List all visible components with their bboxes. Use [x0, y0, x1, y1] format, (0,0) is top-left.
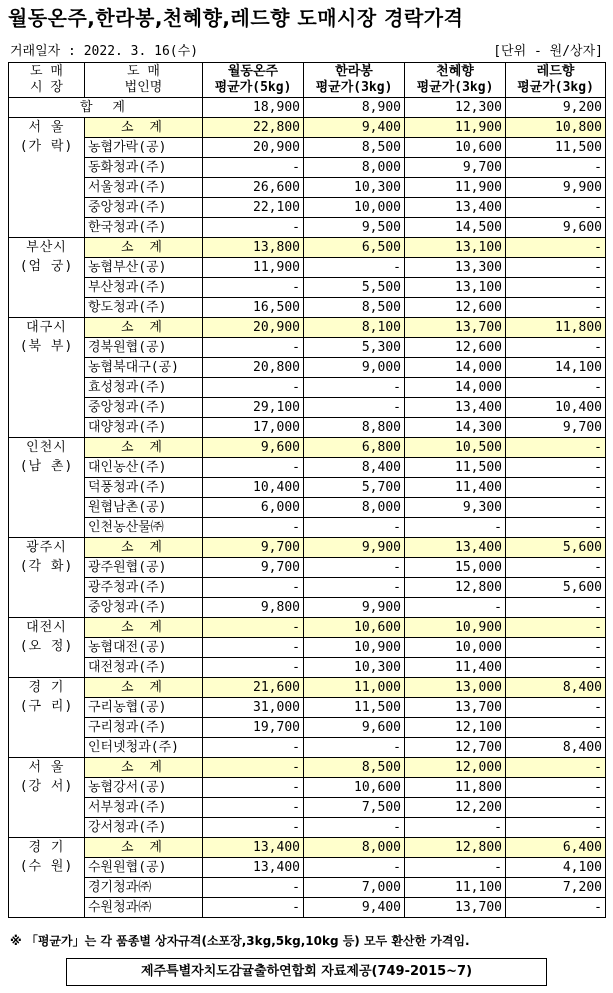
price-cell: -	[405, 818, 506, 838]
price-cell: -	[304, 858, 405, 878]
table-row	[9, 738, 606, 758]
price-cell: -	[203, 578, 304, 598]
price-cell: 9,900	[304, 538, 405, 558]
price-cell: 12,600	[405, 298, 506, 318]
price-cell: -	[203, 778, 304, 798]
price-cell: 10,900	[405, 618, 506, 638]
subtotal-label: 소 계	[85, 538, 203, 558]
table-row	[9, 598, 606, 618]
table-row	[9, 698, 606, 718]
corp-name: 원협남촌(공)	[85, 498, 203, 518]
price-cell: 9,700	[506, 418, 606, 438]
price-cell: 12,100	[405, 718, 506, 738]
price-cell: 11,800	[405, 778, 506, 798]
price-cell: 9,600	[304, 718, 405, 738]
corp-name: 광주청과(주)	[85, 578, 203, 598]
price-cell: 11,500	[405, 458, 506, 478]
total-value: 12,300	[405, 98, 506, 118]
table-row	[9, 858, 606, 878]
price-cell: 13,700	[405, 318, 506, 338]
price-cell: 6,800	[304, 438, 405, 458]
price-cell: 21,600	[203, 678, 304, 698]
table-row	[9, 418, 606, 438]
price-cell: 9,400	[304, 898, 405, 918]
price-cell: -	[304, 578, 405, 598]
corp-name: 덕풍청과(주)	[85, 478, 203, 498]
table-row	[9, 198, 606, 218]
price-cell: 22,100	[203, 198, 304, 218]
price-cell: 17,000	[203, 418, 304, 438]
price-cell: 9,700	[203, 538, 304, 558]
price-cell: 6,500	[304, 238, 405, 258]
price-cell: 13,700	[405, 698, 506, 718]
table-row	[9, 578, 606, 598]
subtotal-label: 소 계	[85, 318, 203, 338]
price-cell: 5,600	[506, 538, 606, 558]
table-row	[9, 358, 606, 378]
subtotal-label: 소 계	[85, 438, 203, 458]
price-cell: -	[203, 378, 304, 398]
subtotal-row	[9, 838, 606, 858]
market-name: 대구시 (북 부)	[9, 318, 85, 438]
corp-name: 경기청과㈜	[85, 878, 203, 898]
price-cell: 4,100	[506, 858, 606, 878]
subtotal-row	[9, 318, 606, 338]
price-cell: 8,400	[506, 678, 606, 698]
price-cell: 11,400	[405, 658, 506, 678]
price-cell: 13,100	[405, 238, 506, 258]
corp-name: 대전청과(주)	[85, 658, 203, 678]
price-cell: 11,800	[506, 318, 606, 338]
price-cell: 16,500	[203, 298, 304, 318]
market-name: 경 기 (수 원)	[9, 838, 85, 918]
price-cell: -	[304, 398, 405, 418]
price-cell: 8,500	[304, 758, 405, 778]
price-cell: 9,000	[304, 358, 405, 378]
subtotal-row	[9, 438, 606, 458]
price-cell: 14,300	[405, 418, 506, 438]
price-cell: 8,500	[304, 298, 405, 318]
price-cell: -	[304, 518, 405, 538]
price-cell: -	[506, 298, 606, 318]
price-cell: 12,800	[405, 578, 506, 598]
price-cell: 9,900	[506, 178, 606, 198]
price-cell: 11,500	[506, 138, 606, 158]
price-cell: 13,800	[203, 238, 304, 258]
subtotal-row	[9, 538, 606, 558]
page-title: 월동온주,한라봉,천혜향,레드향 도매시장 경락가격	[8, 6, 464, 30]
price-cell: 5,700	[304, 478, 405, 498]
subtotal-row	[9, 118, 606, 138]
price-cell: 11,900	[203, 258, 304, 278]
price-cell: 26,600	[203, 178, 304, 198]
price-cell: 13,400	[405, 538, 506, 558]
market-header: 도 매 시 장	[9, 63, 85, 98]
table-row	[9, 638, 606, 658]
price-cell: -	[506, 718, 606, 738]
price-cell: 13,400	[405, 198, 506, 218]
corp-name: 구리농협(공)	[85, 698, 203, 718]
corp-name: 중앙청과(주)	[85, 198, 203, 218]
price-cell: 10,000	[304, 198, 405, 218]
price-cell: 9,600	[506, 218, 606, 238]
price-cell: -	[506, 778, 606, 798]
corp-name: 수원원협(공)	[85, 858, 203, 878]
table-body	[9, 98, 606, 918]
price-cell: 14,100	[506, 358, 606, 378]
price-cell: 9,500	[304, 218, 405, 238]
price-cell: 5,600	[506, 578, 606, 598]
table-row	[9, 718, 606, 738]
price-cell: 14,000	[405, 378, 506, 398]
price-cell: 22,800	[203, 118, 304, 138]
price-cell: 10,600	[304, 618, 405, 638]
footnote: ※ 「평균가」는 각 품종별 상자규격(소포장,3kg,5kg,10kg 등) 모두 환산한 가격임.	[10, 934, 470, 948]
table-row	[9, 178, 606, 198]
price-cell: 10,900	[304, 638, 405, 658]
corp-name: 수원청과㈜	[85, 898, 203, 918]
price-cell: 5,300	[304, 338, 405, 358]
price-cell: -	[506, 598, 606, 618]
price-cell: -	[405, 858, 506, 878]
price-cell: 14,000	[405, 358, 506, 378]
market-name: 서 울 (강 서)	[9, 758, 85, 838]
table-row	[9, 518, 606, 538]
header-row	[9, 63, 606, 98]
price-cell: 6,000	[203, 498, 304, 518]
market-name: 경 기 (구 리)	[9, 678, 85, 758]
price-cell: -	[506, 438, 606, 458]
corp-name: 부산청과(주)	[85, 278, 203, 298]
table-row	[9, 818, 606, 838]
corp-name: 효성청과(주)	[85, 378, 203, 398]
price-cell: -	[506, 558, 606, 578]
price-cell: 19,700	[203, 718, 304, 738]
price-cell: -	[506, 278, 606, 298]
price-cell: 11,100	[405, 878, 506, 898]
price-cell: -	[506, 758, 606, 778]
price-cell: 7,000	[304, 878, 405, 898]
subtotal-label: 소 계	[85, 678, 203, 698]
price-cell: -	[203, 518, 304, 538]
price-cell: 13,400	[203, 858, 304, 878]
price-cell: 10,300	[304, 178, 405, 198]
table-row	[9, 278, 606, 298]
price-cell: -	[506, 798, 606, 818]
price-cell: -	[304, 378, 405, 398]
price-cell: 15,000	[405, 558, 506, 578]
price-cell: -	[506, 498, 606, 518]
price-cell: -	[203, 218, 304, 238]
corp-name: 농협대전(공)	[85, 638, 203, 658]
price-cell: 9,600	[203, 438, 304, 458]
product-header-2: 한라봉 평균가(3kg)	[304, 63, 405, 98]
price-cell: -	[203, 758, 304, 778]
price-cell: 31,000	[203, 698, 304, 718]
price-cell: -	[405, 518, 506, 538]
table-row	[9, 878, 606, 898]
price-cell: 13,100	[405, 278, 506, 298]
table-row	[9, 658, 606, 678]
price-cell: 10,600	[304, 778, 405, 798]
product-header-4: 레드향 평균가(3kg)	[506, 63, 606, 98]
price-cell: -	[506, 238, 606, 258]
price-cell: 8,400	[506, 738, 606, 758]
price-cell: -	[203, 618, 304, 638]
corp-name: 항도청과(주)	[85, 298, 203, 318]
corp-name: 농협가락(공)	[85, 138, 203, 158]
total-value: 8,900	[304, 98, 405, 118]
market-name: 부산시 (엄 궁)	[9, 238, 85, 318]
table-row	[9, 458, 606, 478]
table-row	[9, 898, 606, 918]
price-cell: -	[203, 338, 304, 358]
table-row	[9, 498, 606, 518]
corp-name: 광주원협(공)	[85, 558, 203, 578]
corp-name: 대양청과(주)	[85, 418, 203, 438]
table-row	[9, 298, 606, 318]
price-cell: -	[304, 738, 405, 758]
price-cell: 10,600	[405, 138, 506, 158]
total-label: 합 계	[9, 98, 203, 118]
price-cell: -	[506, 898, 606, 918]
price-cell: 12,600	[405, 338, 506, 358]
price-cell: 9,700	[405, 158, 506, 178]
price-cell: -	[203, 638, 304, 658]
price-cell: -	[304, 818, 405, 838]
source-box: 제주특별자치도감귤출하연합회 자료제공(749-2015~7)	[66, 958, 547, 986]
price-cell: -	[506, 198, 606, 218]
corp-name: 대인농산(주)	[85, 458, 203, 478]
price-cell: -	[506, 478, 606, 498]
subtotal-label: 소 계	[85, 618, 203, 638]
price-cell: -	[506, 158, 606, 178]
price-cell: 13,400	[405, 398, 506, 418]
corp-name: 중앙청과(주)	[85, 598, 203, 618]
market-name: 인천시 (남 촌)	[9, 438, 85, 538]
price-cell: 5,500	[304, 278, 405, 298]
price-cell: -	[203, 818, 304, 838]
price-cell: 10,000	[405, 638, 506, 658]
price-cell: 10,400	[506, 398, 606, 418]
price-cell: 9,300	[405, 498, 506, 518]
product-header-1: 월동온주 평균가(5kg)	[203, 63, 304, 98]
subtotal-label: 소 계	[85, 758, 203, 778]
price-cell: 14,500	[405, 218, 506, 238]
price-table	[8, 62, 606, 918]
price-cell: 12,800	[405, 838, 506, 858]
price-cell: 13,700	[405, 898, 506, 918]
price-cell: 10,300	[304, 658, 405, 678]
price-cell: 8,000	[304, 498, 405, 518]
price-cell: 7,200	[506, 878, 606, 898]
corp-name: 농협부산(공)	[85, 258, 203, 278]
table-row	[9, 138, 606, 158]
price-cell: 10,800	[506, 118, 606, 138]
price-cell: 12,000	[405, 758, 506, 778]
subtotal-label: 소 계	[85, 118, 203, 138]
price-cell: 8,400	[304, 458, 405, 478]
price-cell: 9,700	[203, 558, 304, 578]
market-name: 대전시 (오 정)	[9, 618, 85, 678]
price-cell: -	[506, 818, 606, 838]
subtotal-row	[9, 678, 606, 698]
price-cell: -	[405, 598, 506, 618]
price-cell: -	[203, 158, 304, 178]
table-row	[9, 798, 606, 818]
table-row	[9, 558, 606, 578]
price-cell: -	[506, 518, 606, 538]
price-cell: 29,100	[203, 398, 304, 418]
table-row	[9, 478, 606, 498]
price-cell: -	[203, 658, 304, 678]
table-row	[9, 378, 606, 398]
price-cell: 8,000	[304, 838, 405, 858]
subtotal-label: 소 계	[85, 838, 203, 858]
price-cell: 9,800	[203, 598, 304, 618]
subtotal-row	[9, 238, 606, 258]
price-cell: 8,500	[304, 138, 405, 158]
price-cell: -	[203, 798, 304, 818]
price-cell: -	[506, 618, 606, 638]
corp-name: 경북원협(공)	[85, 338, 203, 358]
price-cell: -	[506, 698, 606, 718]
price-cell: 11,900	[405, 178, 506, 198]
price-cell: -	[304, 558, 405, 578]
price-cell: -	[506, 658, 606, 678]
corp-name: 강서청과(주)	[85, 818, 203, 838]
price-cell: -	[203, 458, 304, 478]
market-name: 서 울 (가 락)	[9, 118, 85, 238]
corp-header: 도 매 법인명	[85, 63, 203, 98]
price-cell: 8,100	[304, 318, 405, 338]
price-cell: 20,900	[203, 138, 304, 158]
price-cell: 11,000	[304, 678, 405, 698]
price-cell: 12,200	[405, 798, 506, 818]
price-cell: 11,900	[405, 118, 506, 138]
subtotal-label: 소 계	[85, 238, 203, 258]
corp-name: 농협강서(공)	[85, 778, 203, 798]
corp-name: 동화청과(주)	[85, 158, 203, 178]
corp-name: 농협북대구(공)	[85, 358, 203, 378]
price-cell: 11,500	[304, 698, 405, 718]
price-cell: -	[506, 258, 606, 278]
total-row	[9, 98, 606, 118]
price-cell: 20,800	[203, 358, 304, 378]
price-cell: 6,400	[506, 838, 606, 858]
unit-label: [단위 - 원/상자]	[493, 44, 603, 59]
price-cell: 12,700	[405, 738, 506, 758]
subtotal-row	[9, 758, 606, 778]
product-header-3: 천혜향 평균가(3kg)	[405, 63, 506, 98]
corp-name: 한국청과(주)	[85, 218, 203, 238]
subtotal-row	[9, 618, 606, 638]
price-cell: -	[203, 278, 304, 298]
corp-name: 서울청과(주)	[85, 178, 203, 198]
price-cell: 8,000	[304, 158, 405, 178]
price-cell: 10,400	[203, 478, 304, 498]
table-row	[9, 338, 606, 358]
table-row	[9, 158, 606, 178]
price-cell: -	[506, 338, 606, 358]
price-cell: -	[203, 878, 304, 898]
price-cell: 11,400	[405, 478, 506, 498]
price-cell: 13,300	[405, 258, 506, 278]
market-name: 광주시 (각 화)	[9, 538, 85, 618]
price-cell: -	[304, 258, 405, 278]
price-cell: -	[506, 458, 606, 478]
price-cell: 10,500	[405, 438, 506, 458]
corp-name: 서부청과(주)	[85, 798, 203, 818]
price-cell: -	[506, 638, 606, 658]
price-cell: 13,400	[203, 838, 304, 858]
table-row	[9, 398, 606, 418]
table-row	[9, 218, 606, 238]
price-cell: -	[506, 378, 606, 398]
table-row	[9, 778, 606, 798]
corp-name: 중앙청과(주)	[85, 398, 203, 418]
trade-date: 거래일자 : 2022. 3. 16(수)	[10, 44, 199, 59]
corp-name: 인천농산물㈜	[85, 518, 203, 538]
corp-name: 인터넷청과(주)	[85, 738, 203, 758]
table-row	[9, 258, 606, 278]
total-value: 18,900	[203, 98, 304, 118]
corp-name: 구리청과(주)	[85, 718, 203, 738]
price-cell: 8,800	[304, 418, 405, 438]
price-cell: 20,900	[203, 318, 304, 338]
price-cell: 7,500	[304, 798, 405, 818]
total-value: 9,200	[506, 98, 606, 118]
price-cell: 9,900	[304, 598, 405, 618]
price-cell: -	[203, 898, 304, 918]
price-cell: 9,400	[304, 118, 405, 138]
price-cell: -	[203, 738, 304, 758]
price-cell: 13,000	[405, 678, 506, 698]
